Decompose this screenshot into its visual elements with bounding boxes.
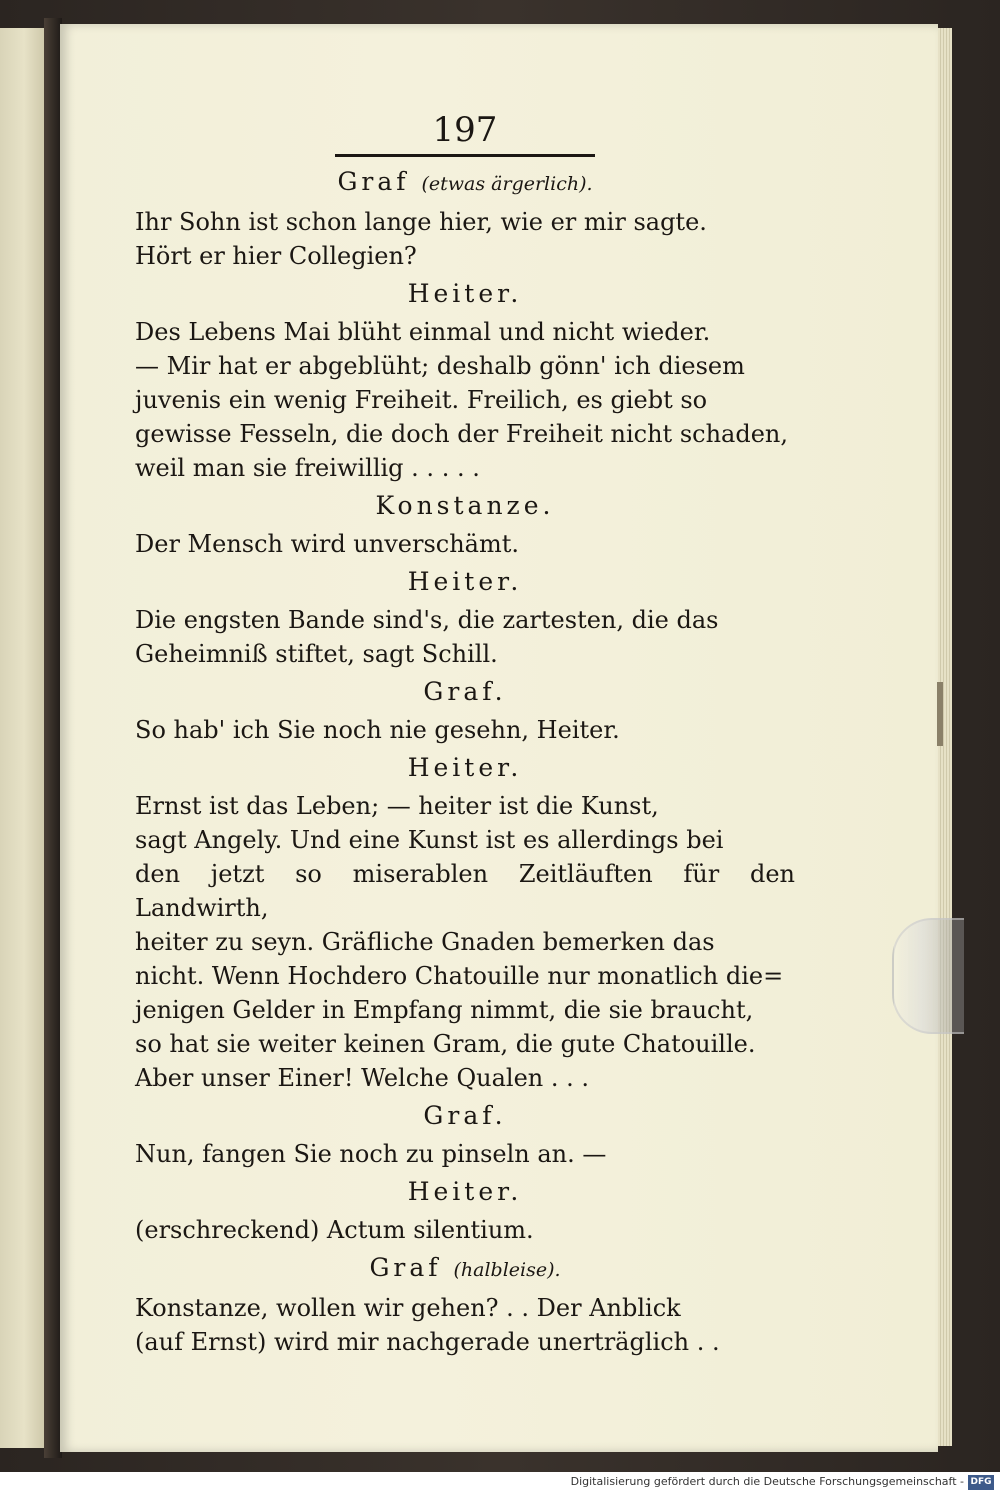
text-line: (auf Ernst) wird mir nachgerade unerträglich . . — [135, 1328, 720, 1356]
speaker-name — [135, 673, 795, 711]
text-line: Nun, fangen Sie noch zu pinseln an. — — [135, 1140, 607, 1168]
text-line: weil man sie freiwillig . . . . . — [135, 454, 480, 482]
page-text — [135, 110, 795, 1359]
speaker-name — [135, 275, 795, 313]
text-line: jenigen Gelder in Empfang nimmt, die sie braucht, — [135, 996, 754, 1024]
dialogue-text — [135, 163, 795, 1359]
text-line: Konstanze, wollen wir gehen? . . Der Anblick — [135, 1294, 681, 1322]
text-line: den jetzt so miserablen Zeitläuften für den Landwirth, — [135, 860, 795, 922]
footer-bar — [0, 1472, 1000, 1494]
text-line: — Mir hat er abgeblüht; deshalb gönn' ich diesem — [135, 352, 745, 380]
speaker-name — [135, 1173, 795, 1211]
text-line: Hört er hier Collegien? — [135, 242, 417, 270]
text-line: Aber unser Einer! Welche Qualen . . . — [135, 1064, 590, 1092]
text-line: Ihr Sohn ist schon lange hier, wie er mir sagte. — [135, 208, 707, 236]
text-line: Des Lebens Mai blüht einmal und nicht wieder. — [135, 318, 711, 346]
speaker-name — [135, 163, 795, 203]
footer-credit: Digitalisierung gefördert durch die Deutsche Forschungsgemeinschaft - — [570, 1475, 964, 1488]
speaker-label: Graf. — [423, 1101, 507, 1130]
text-line: Die engsten Bande sind's, die zartesten, die das — [135, 606, 719, 634]
text-line: heiter zu seyn. Gräfliche Gnaden bemerken das — [135, 928, 715, 956]
speaker-label: Heiter. — [407, 567, 523, 596]
text-line: so hat sie weiter keinen Gram, die gute Chatouille. — [135, 1030, 756, 1058]
speaker-label: Heiter. — [407, 279, 523, 308]
text-line: gewisse Fesseln, die doch der Freiheit nicht schaden, — [135, 420, 788, 448]
speaker-label: Graf — [369, 1253, 442, 1282]
scanner-clip-icon — [892, 918, 964, 1034]
speaker-name — [135, 1097, 795, 1135]
text-line: Geheimniß stiftet, sagt Schill. — [135, 640, 498, 668]
page-tab-mark — [937, 682, 943, 746]
speaker-name — [135, 1249, 795, 1289]
text-line: Ernst ist das Leben; — heiter ist die Kunst, — [135, 792, 659, 820]
text-line: nicht. Wenn Hochdero Chatouille nur monatlich die= — [135, 962, 784, 990]
text-line: So hab' ich Sie noch nie gesehn, Heiter. — [135, 716, 620, 744]
speaker-label: Heiter. — [407, 1177, 523, 1206]
text-line: (erschreckend) Actum silentium. — [135, 1216, 534, 1244]
text-line: Der Mensch wird unverschämt. — [135, 530, 520, 558]
speaker-name — [135, 487, 795, 525]
speaker-label: Konstanze. — [375, 491, 555, 520]
text-line: juvenis ein wenig Freiheit. Freilich, es giebt so — [135, 386, 708, 414]
speaker-label: Graf — [337, 167, 410, 196]
stage-direction: (etwas ärgerlich). — [421, 173, 593, 195]
speaker-name — [135, 749, 795, 787]
page-number: 197 — [335, 110, 595, 157]
speaker-name — [135, 563, 795, 601]
text-line: sagt Angely. Und eine Kunst ist es allerdings bei — [135, 826, 724, 854]
speaker-label: Heiter. — [407, 753, 523, 782]
previous-page-edge — [0, 28, 44, 1448]
stage-direction: (halbleise). — [453, 1259, 561, 1281]
dfg-logo-icon: DFG — [968, 1475, 994, 1490]
speaker-label: Graf. — [423, 677, 507, 706]
